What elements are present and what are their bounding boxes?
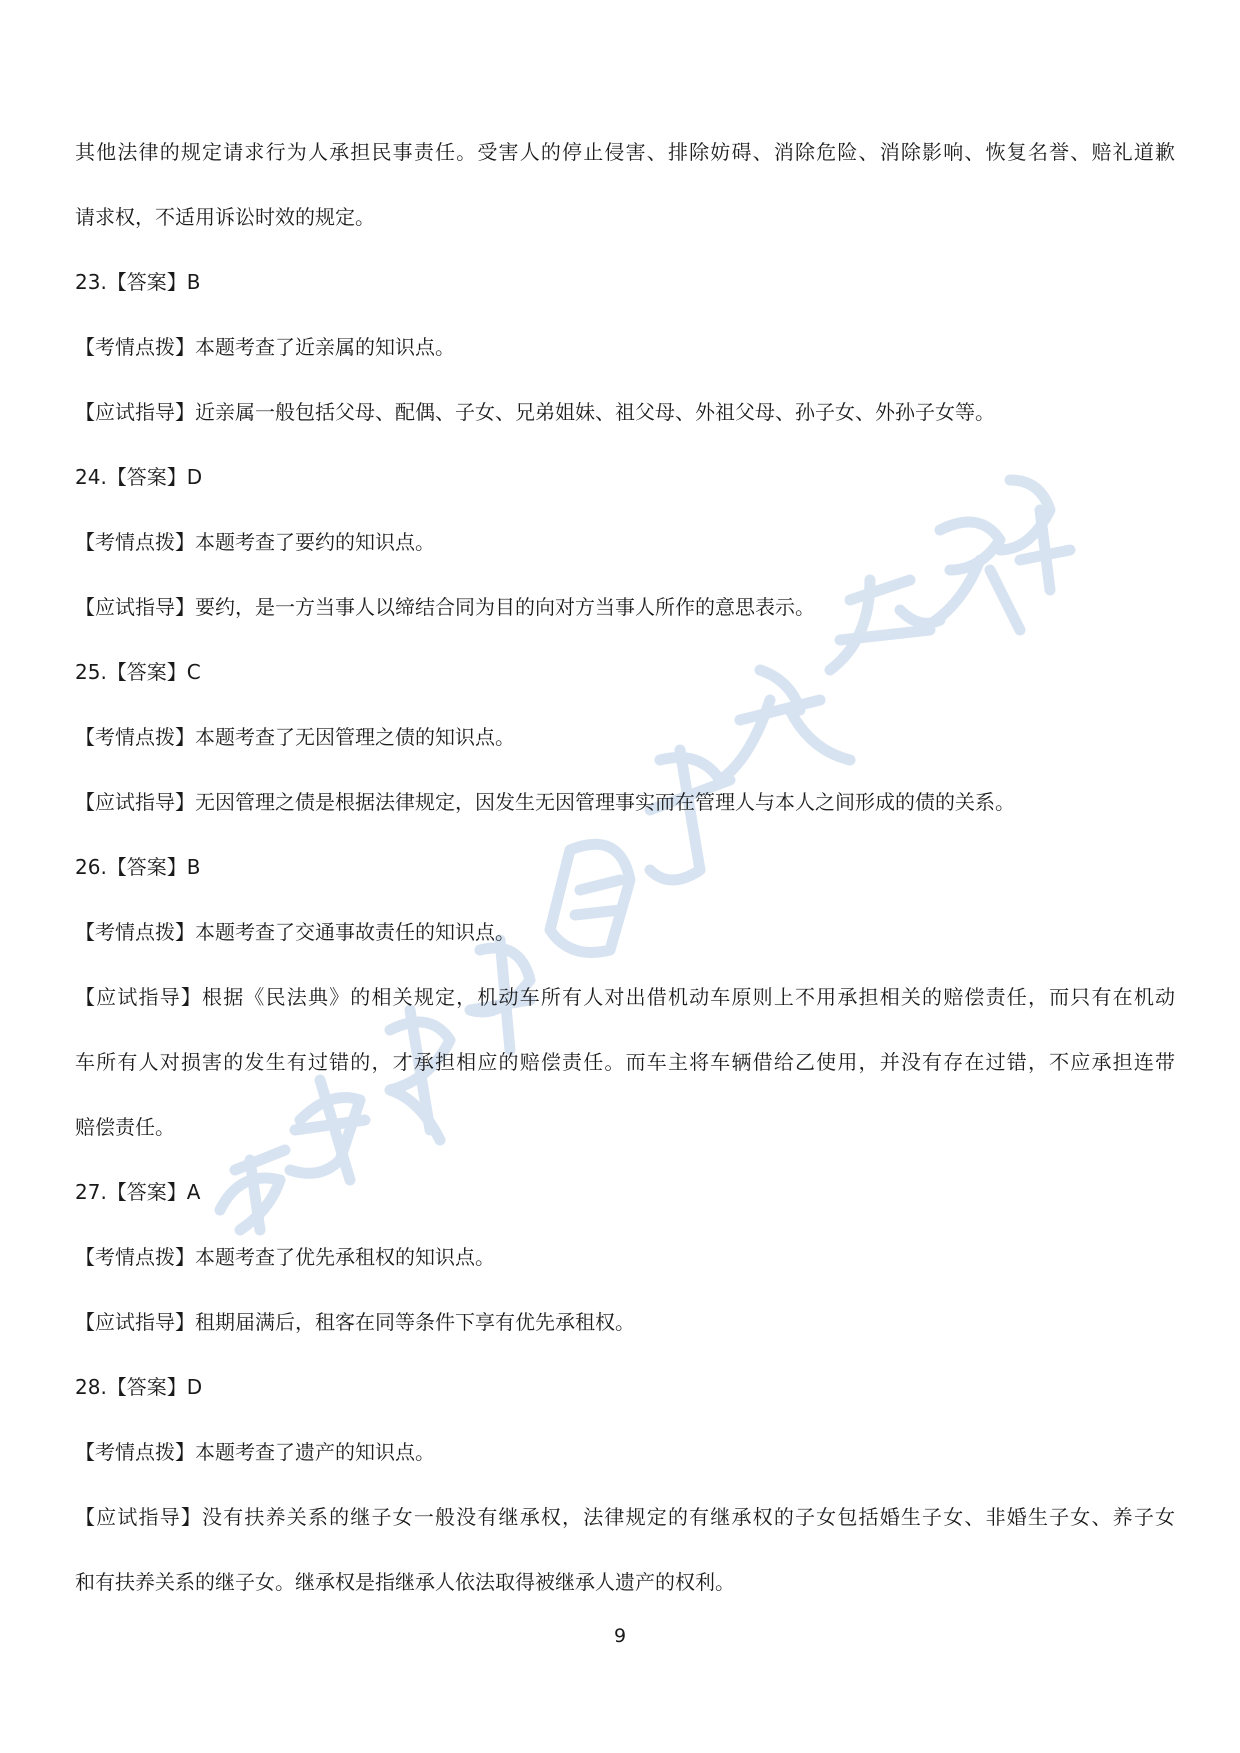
key-point-line: 【考情点拨】本题考查了无因管理之债的知识点。 — [75, 725, 515, 749]
guidance-line-continued: 车所有人对损害的发生有过错的，才承担相应的赔偿责任。而车主将车辆借给乙使用，并没有存在过错，不应承担连带 — [75, 1050, 1175, 1074]
answer-text-block — [75, 136, 1175, 1631]
guidance-line: 【应试指导】近亲属一般包括父母、配偶、子女、兄弟姐妹、祖父母、外祖父母、孙子女、外孙子女等。 — [75, 400, 995, 424]
body-text-line: 请求权，不适用诉讼时效的规定。 — [75, 205, 375, 229]
key-point-line: 【考情点拨】本题考查了交通事故责任的知识点。 — [75, 920, 515, 944]
key-point-line: 【考情点拨】本题考查了优先承租权的知识点。 — [75, 1245, 495, 1269]
guidance-line: 【应试指导】没有扶养关系的继子女一般没有继承权，法律规定的有继承权的子女包括婚生子女、非婚生子女、养子女 — [75, 1505, 1175, 1529]
body-text-line: 其他法律的规定请求行为人承担民事责任。受害人的停止侵害、排除妨碍、消除危险、消除影响、恢复名誉、赔礼道歉 — [75, 140, 1175, 164]
guidance-line: 【应试指导】根据《民法典》的相关规定，机动车所有人对出借机动车原则上不用承担相关的赔偿责任，而只有在机动 — [75, 985, 1175, 1009]
key-point-line: 【考情点拨】本题考查了要约的知识点。 — [75, 530, 435, 554]
guidance-line-continued: 赔偿责任。 — [75, 1115, 175, 1139]
key-point-line: 【考情点拨】本题考查了近亲属的知识点。 — [75, 335, 455, 359]
page-number: 9 — [613, 1625, 627, 1647]
answer-heading-27: 27.【答案】A — [75, 1180, 201, 1204]
answer-heading-24: 24.【答案】D — [75, 465, 203, 489]
answer-heading-26: 26.【答案】B — [75, 855, 201, 879]
key-point-line: 【考情点拨】本题考查了遗产的知识点。 — [75, 1440, 435, 1464]
answer-heading-25: 25.【答案】C — [75, 660, 201, 684]
answer-heading-28: 28.【答案】D — [75, 1375, 203, 1399]
guidance-line-continued: 和有扶养关系的继子女。继承权是指继承人依法取得被继承人遗产的权利。 — [75, 1570, 735, 1594]
guidance-line: 【应试指导】要约，是一方当事人以缔结合同为目的向对方当事人所作的意思表示。 — [75, 595, 815, 619]
guidance-line: 【应试指导】无因管理之债是根据法律规定，因发生无因管理事实而在管理人与本人之间形成的债的关系。 — [75, 790, 1015, 814]
answer-heading-23: 23.【答案】B — [75, 270, 201, 294]
guidance-line: 【应试指导】租期届满后，租客在同等条件下享有优先承租权。 — [75, 1310, 635, 1334]
